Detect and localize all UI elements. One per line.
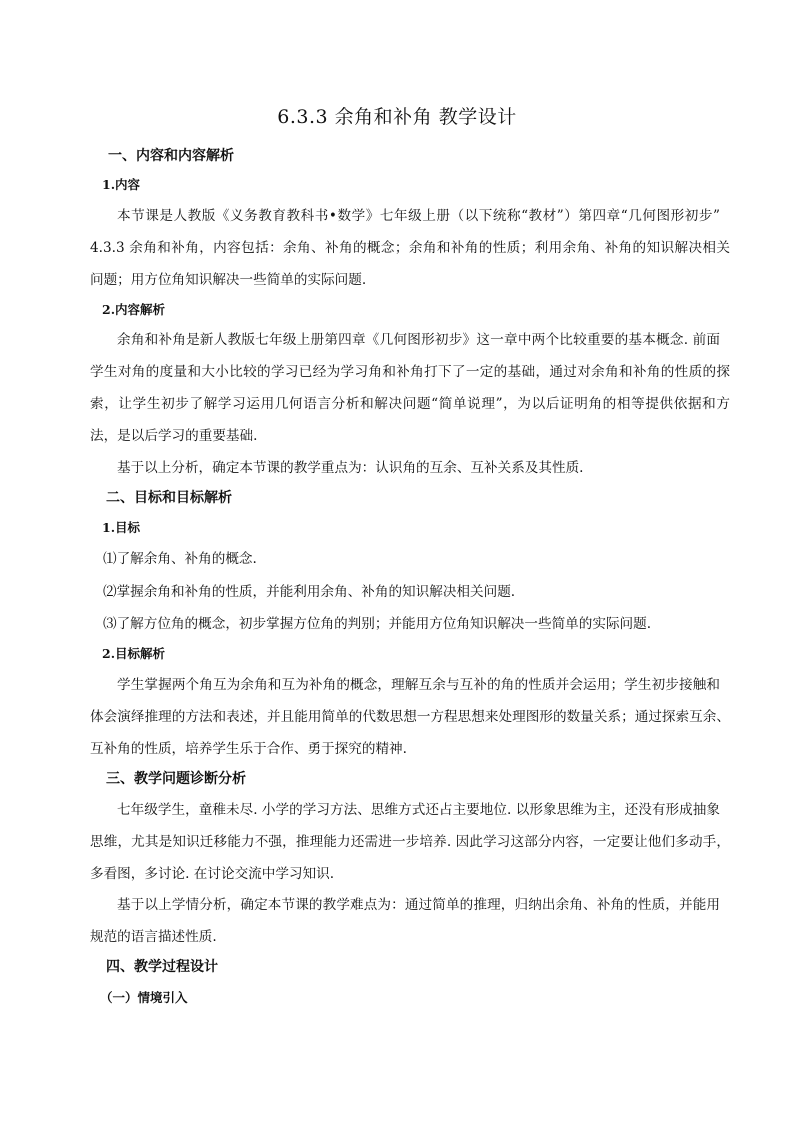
subheading-situation: （一）情境引入 bbox=[100, 990, 188, 1005]
paragraph-line: 索，让学生初步了解学习运用几何语言分析和解决问题“简单说理”，为以后证明角的相等提供依据和方 bbox=[90, 396, 730, 412]
subheading-content: 1.内容 bbox=[102, 177, 141, 192]
paragraph-line: 规范的语言描述性质. bbox=[90, 929, 217, 945]
paragraph-line: 学生对角的度量和大小比较的学习已经为学习角和补角打下了一定的基础，通过对余角和补角的性质的探 bbox=[90, 364, 730, 380]
document-title: 6.3.3 余角和补角 教学设计 bbox=[277, 106, 517, 128]
paragraph-line: 基于以上学情分析，确定本节课的教学难点为：通过简单的推理，归纳出余角、补角的性质，并能用 bbox=[117, 897, 720, 913]
subheading-goals: 1.目标 bbox=[102, 520, 141, 535]
paragraph-line: 七年级学生，童稚未尽. 小学的学习方法、思维方式还占主要地位. 以形象思维为主，还没有形成抽象 bbox=[117, 802, 720, 818]
paragraph-line: 思维，尤其是知识迁移能力不强，推理能力还需进一步培养. 因此学习这部分内容，一定要让他们多动手， bbox=[90, 834, 730, 850]
subheading-goal-analysis: 2.目标解析 bbox=[102, 646, 166, 661]
paragraph-line: 多看图，多讨论. 在讨论交流中学习知识. bbox=[90, 866, 335, 882]
paragraph-line: 体会演绎推理的方法和表述，并且能用简单的代数思想一方程思想来处理图形的数量关系；通过探索互余、 bbox=[90, 709, 730, 725]
paragraph-line: 互补角的性质，培养学生乐于合作、勇于探究的精神. bbox=[90, 741, 407, 757]
goal-item: ⑵掌握余角和补角的性质，并能利用余角、补角的知识解决相关问题. bbox=[103, 584, 516, 600]
section-heading-3: 三、教学问题诊断分析 bbox=[106, 771, 246, 787]
paragraph-line: 余角和补角是新人教版七年级上册第四章《几何图形初步》这一章中两个比较重要的基本概念. 前面 bbox=[117, 332, 720, 348]
goal-item: ⑴了解余角、补角的概念. bbox=[103, 551, 257, 567]
section-heading-4: 四、教学过程设计 bbox=[106, 959, 218, 975]
paragraph-line: 基于以上分析，确定本节课的教学重点为：认识角的互余、互补关系及其性质. bbox=[117, 460, 584, 476]
goal-item: ⑶了解方位角的概念，初步掌握方位角的判别；并能用方位角知识解决一些简单的实际问题. bbox=[103, 616, 652, 632]
paragraph-line: 问题；用方位角知识解决一些简单的实际问题. bbox=[90, 272, 367, 288]
paragraph-line: 4.3.3 余角和补角，内容包括：余角、补角的概念；余角和补角的性质；利用余角、补角的知识解决相关 bbox=[90, 240, 730, 256]
subheading-analysis: 2.内容解析 bbox=[102, 302, 166, 317]
paragraph-line: 学生掌握两个角互为余角和互为补角的概念，理解互余与互补的角的性质并会运用；学生初步接触和 bbox=[117, 677, 720, 693]
paragraph-line: 法，是以后学习的重要基础. bbox=[90, 428, 258, 444]
section-heading-2: 二、目标和目标解析 bbox=[106, 490, 232, 506]
paragraph-line: 本节课是人教版《义务教育教科书•数学》七年级上册（以下统称“教材”）第四章“几何图形初步” bbox=[117, 208, 720, 224]
section-heading-1: 一、内容和内容解析 bbox=[108, 148, 234, 164]
